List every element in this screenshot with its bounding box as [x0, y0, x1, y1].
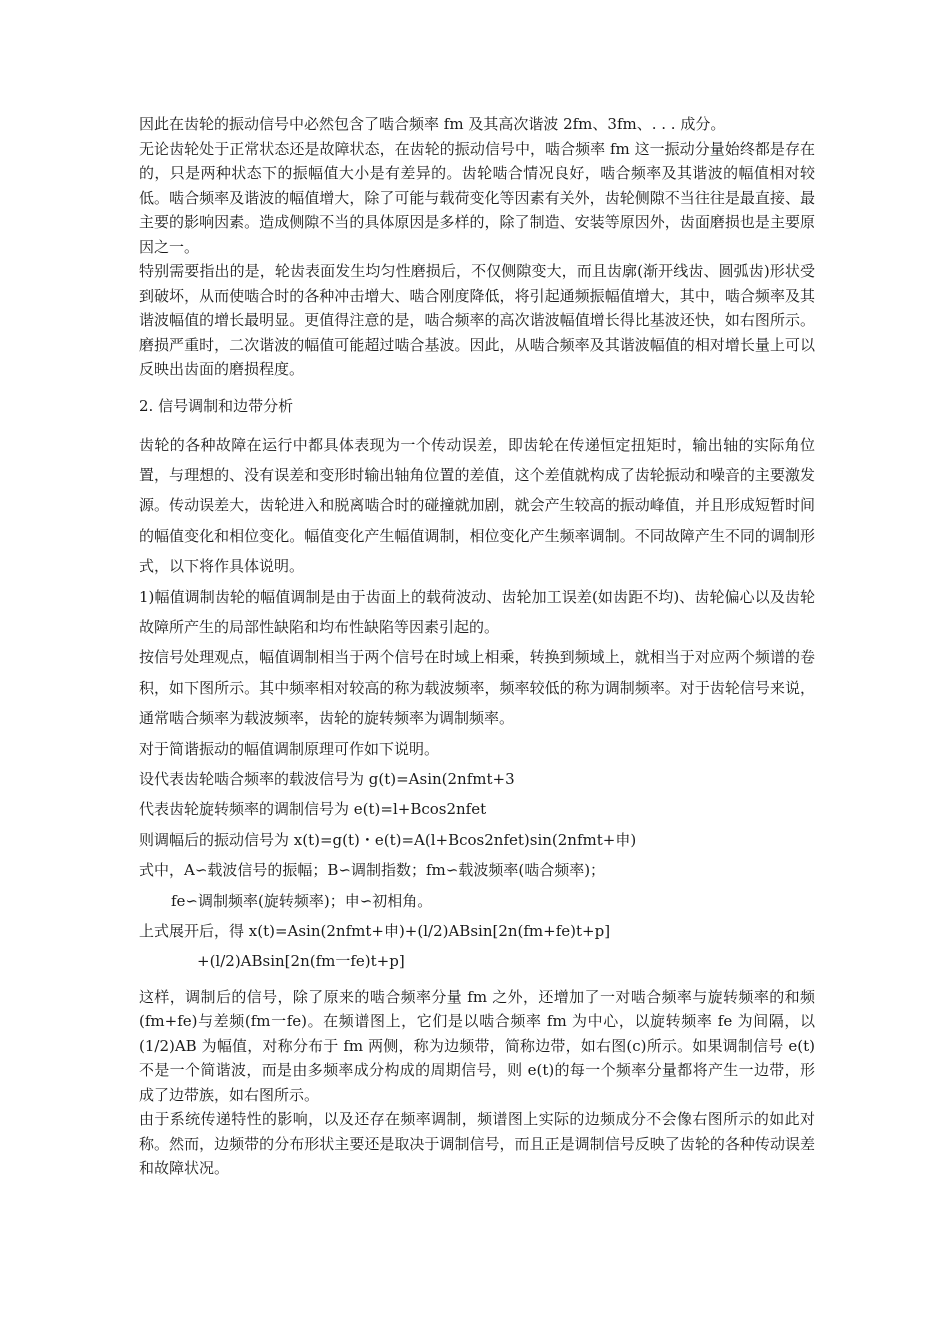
formula-carrier: 设代表齿轮啮合频率的载波信号为 g(t)=Asin(2nfmt+3: [139, 769, 515, 788]
formula-definitions: 式中，A∽载波信号的振幅；B∽调制指数；fm∽载波频率(啮合频率)；: [139, 861, 606, 880]
formula-definitions-cont: fe∽调制频率(旋转频率)；申∽初相角。: [171, 891, 433, 910]
section-heading: 2. 信号调制和边带分析: [139, 396, 294, 415]
paragraph-harmonics-intro: 因此在齿轮的振动信号中必然包含了啮合频率 fm 及其高次谐波 2fm、3fm、. . . 成分。: [139, 115, 726, 133]
paragraph-mesh-frequency: 无论齿轮处于正常状态还是故障状态，在齿轮的振动信号中，啮合频率 fm 这一振动分量始终都是存在的，只是两种状态下的振幅值大小是有差异的。齿轮啮合情况良好，啮合频率及其谐波的幅值相对较低。啮合频率及谐波的幅值增大，除了可能与载荷变化等因素有关外，齿轮侧隙不当往往是最直接、最主要的影响因素。造成侧隙不当的具体原因是多样的，除了制造、安装等原因外，齿面磨损也是主要原因之一。: [139, 139, 815, 256]
formula-expanded: 上式展开后，得 x(t)=Asin(2nfmt+申)+(l/2)ABsin[2n(fm+fe)t+p]: [139, 922, 611, 940]
paragraph-explanation-intro: 对于简谐振动的幅值调制原理可作如下说明。: [139, 739, 440, 758]
paragraph-wear: 特别需要指出的是，轮齿表面发生均匀性磨损后，不仅侧隙变大，而且齿廓(渐开线齿、圆弧齿)形状受到破坏，从而使啮合时的各种冲击增大、啮合刚度降低，将引起通频振幅值增大，其中，啮合频率及其谐波幅值的增长最明显。更值得注意的是，啮合频率的高次谐波幅值增长得比基波还快，如右图所示。磨损严重时，二次谐波的幅值可能超过啮合基波。因此，从啮合频率及其谐波幅值的相对增长量上可以反映出齿面的磨损程度。: [139, 262, 815, 378]
formula-modulation: 代表齿轮旋转频率的调制信号为 e(t)=l+Bcos2nfet: [139, 800, 487, 819]
formula-modulated-signal: 则调幅后的振动信号为 x(t)=g(t)・e(t)=A(l+Bcos2nfet)sin(2nfmt+申): [139, 830, 637, 849]
document-body: [139, 112, 815, 1181]
paragraph-transmission-error: 齿轮的各种故障在运行中都具体表现为一个传动误差，即齿轮在传递恒定扭矩时，输出轴的实际角位置，与理想的、没有误差和变形时输出轴角位置的差值，这个差值就构成了齿轮振动和噪音的主要激发源。传动误差大，齿轮进入和脱离啮合时的碰撞就加剧，就会产生较高的振动峰值，并且形成短暂时间的幅值变化和相位变化。幅值变化产生幅值调制，相位变化产生频率调制。不同故障产生不同的调制形式，以下将作具体说明。: [139, 435, 815, 576]
paragraph-amplitude-modulation: 1)幅值调制齿轮的幅值调制是由于齿面上的载荷波动、齿轮加工误差(如齿距不均)、齿轮偏心以及齿轮故障所产生的局部性缺陷和均布性缺陷等因素引起的。: [139, 587, 815, 636]
formula-expanded-cont: +(l/2)ABsin[2n(fm一fe)t+p]: [197, 952, 405, 971]
paragraph-signal-processing: 按信号处理观点，幅值调制相当于两个信号在时域上相乘，转换到频域上，就相当于对应两个频谱的卷积，如下图所示。其中频率相对较高的称为载波频率，频率较低的称为调制频率。对于齿轮信号来说，通常啮合频率为载波频率，齿轮的旋转频率为调制频率。: [139, 648, 815, 728]
paragraph-sidebands: 这样，调制后的信号，除了原来的啮合频率分量 fm 之外，还增加了一对啮合频率与旋转频率的和频(fm+fe)与差频(fm一fe)。在频谱图上，它们是以啮合频率 fm 为中心，以旋转频率 fe 为间隔，以(1/2)AB 为幅值，对称分布于 fm 两侧，称为边频带，简称边带，如右图(c)所示。如果调制信号 e(t)不是一个简谐波，而是由多频率成分构成的周期信号，则 e(t)的每一个频率分量都将产生一边带，形成了边带族，如右图所示。: [139, 987, 815, 1104]
paragraph-system-transfer: 由于系统传递特性的影响，以及还存在频率调制，频谱图上实际的边频成分不会像右图所示的如此对称。然而，边频带的分布形状主要还是取决于调制信号，而且正是调制信号反映了齿轮的各种传动误差和故障状况。: [139, 1110, 815, 1178]
